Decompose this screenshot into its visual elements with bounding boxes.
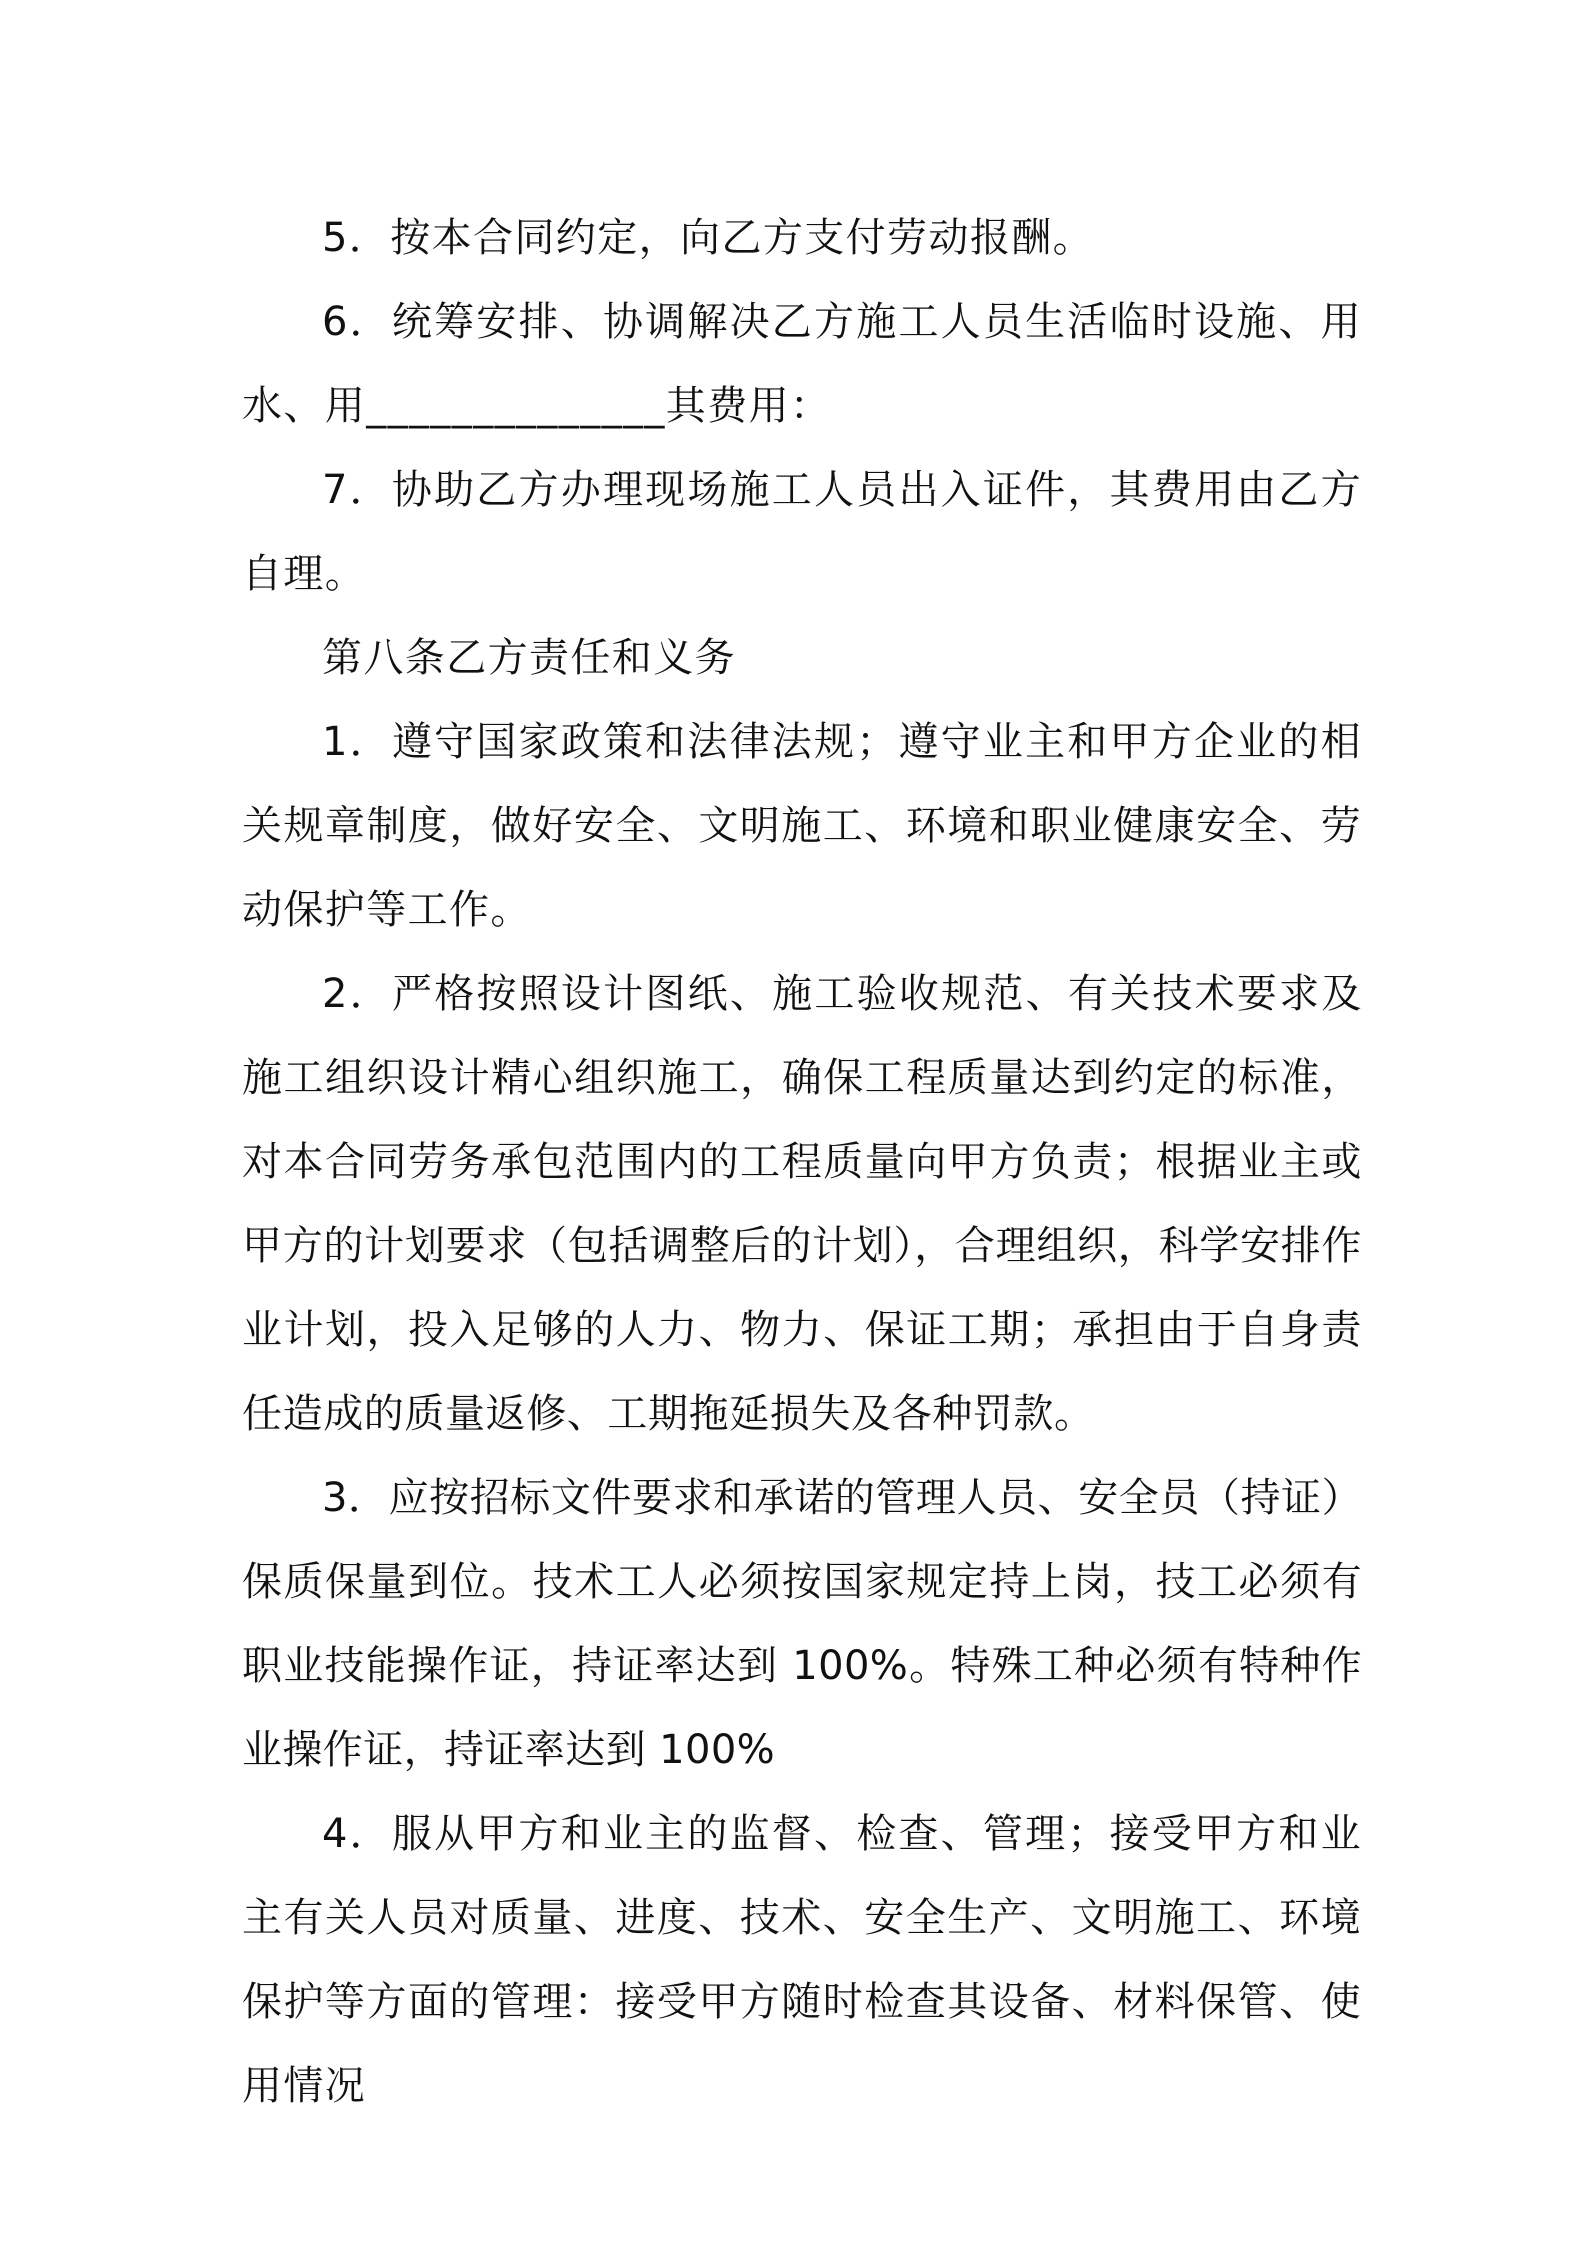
contract-body bbox=[242, 196, 1362, 2128]
paragraph-item-2: 2．严格按照设计图纸、施工验收规范、有关技术要求及施工组织设计精心组织施工，确保工程质量达到约定的标准，对本合同劳务承包范围内的工程质量向甲方负责；根据业主或甲方的计划要求（包括调整后的计划），合理组织，科学安排作业计划，投入足够的人力、物力、保证工期；承担由于自身责任造成的质量返修、工期拖延损失及各种罚款。 bbox=[242, 971, 1362, 1437]
paragraph-item-3: 3．应按招标文件要求和承诺的管理人员、安全员（持证）保质保量到位。技术工人必须按国家规定持上岗，技工必须有职业技能操作证，持证率达到 100%。特殊工种必须有特种作业操作证，持证率达到 100% bbox=[242, 1475, 1362, 1773]
paragraph-item-4: 4．服从甲方和业主的监督、检查、管理；接受甲方和业主有关人员对质量、进度、技术、安全生产、文明施工、环境保护等方面的管理：接受甲方随时检查其设备、材料保管、使用情况 bbox=[242, 1811, 1362, 2109]
paragraph-item-5: 5．按本合同约定，向乙方支付劳动报酬。 bbox=[322, 215, 1095, 261]
paragraph-item-7: 7．协助乙方办理现场施工人员出入证件，其费用由乙方自理。 bbox=[242, 467, 1362, 597]
paragraph-item-1: 1．遵守国家政策和法律法规；遵守业主和甲方企业的相关规章制度，做好安全、文明施工、环境和职业健康安全、劳动保护等工作。 bbox=[242, 719, 1362, 933]
section-heading-article-8: 第八条乙方责任和义务 bbox=[322, 635, 736, 681]
paragraph-item-6: 6．统筹安排、协调解决乙方施工人员生活临时设施、用水、用______________其费用： bbox=[242, 299, 1362, 429]
